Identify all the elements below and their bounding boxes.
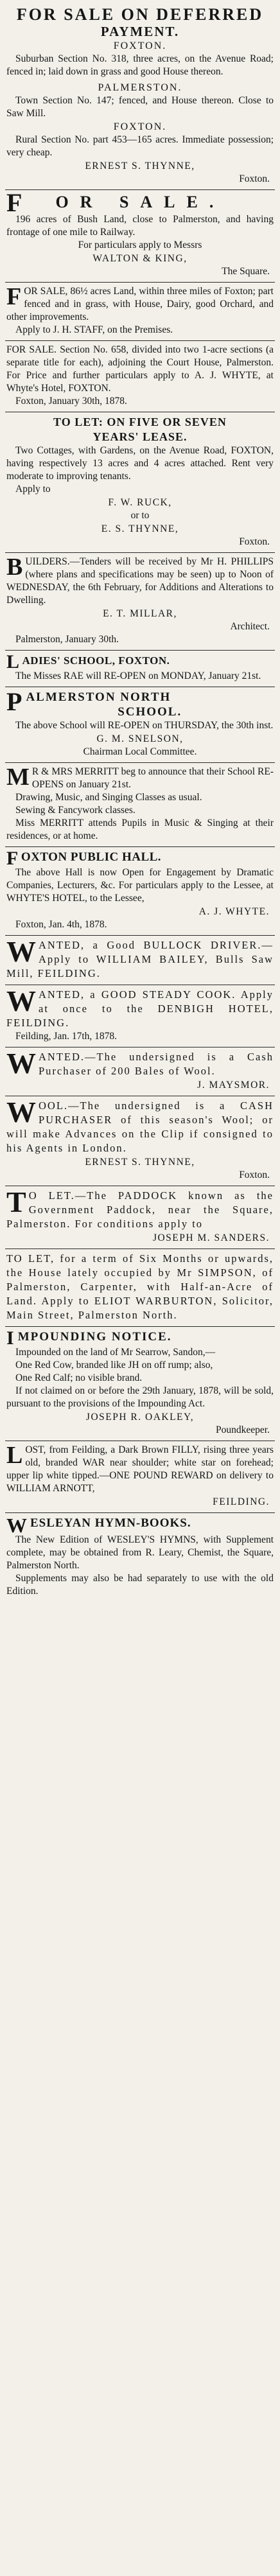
ad-headline: MPOUNDING NOTICE.	[17, 1330, 172, 1344]
place-heading: FOXTON.	[113, 40, 167, 51]
drop-cap: L	[6, 1442, 23, 1469]
ad-headline: OXTON PUBLIC HALL.	[21, 850, 162, 864]
ad-text: TO LET, for a term of Six Months or upwards, the House lately occupied by Mr SIMPSON, of Palmerston, Carpenter, with Half-an-Acre of Land. Apply to ELIOT WARBURTON, Solicitor, Main Street, Palmerston North.	[6, 1252, 274, 1321]
ad-builders-tenders	[5, 553, 275, 651]
ad-text: Two Cottages, with Gardens, on the Avenue Road, FOXTON, having respectively 13 acres and 4 acres attached. Rent very moderate to improving tenants.	[6, 445, 274, 482]
ad-text: Sewing & Fancywork classes.	[15, 805, 136, 816]
ad-headline: OR SALE.	[55, 193, 225, 211]
ad-house-to-let	[5, 1249, 275, 1327]
place-heading: PALMERSTON.	[98, 82, 182, 93]
ad-for-sale-bush-land	[5, 190, 275, 283]
ad-wanted-driver	[5, 936, 275, 985]
signature-place: The Square.	[222, 266, 270, 277]
drop-cap: M	[6, 764, 30, 791]
signature-name: JOSEPH R. OAKLEY,	[85, 1412, 195, 1423]
ad-text: OST, from Feilding, a Dark Brown FILLY, rising three years old, branded WAR near shoulder; white star on forehead; upper lip white tipped.—ONE POUND REWARD on delivery to WILLIAM ARNOTT,	[6, 1444, 274, 1494]
ad-text: For particulars apply to Messrs	[78, 240, 202, 250]
ad-section-658	[5, 341, 275, 412]
ad-headline: FOR SALE ON DEFERRED	[16, 5, 264, 24]
ad-text: UILDERS.—Tenders will be received by Mr H. PHILLIPS (where plans and specifications may be seen) up to Noon of WEDNESDAY, the 6th February, for Additions and Alterations to Dwelling.	[6, 556, 274, 606]
ad-headline: PAYMENT.	[100, 24, 180, 39]
ad-public-hall	[5, 847, 275, 936]
ad-text: ANTED.—The undersigned is a Cash Purchaser of 200 Bales of Wool.	[39, 1051, 274, 1077]
ad-text: Suburban Section No. 318, three acres, on the Avenue Road; fenced in; laid down in grass and good House thereon.	[6, 53, 274, 77]
drop-cap: F	[6, 188, 25, 217]
ad-text: OR SALE, 86½ acres Land, within three miles of Foxton; part fenced and in grass, with House, Dairy, good Orchard, and other improvements.	[6, 286, 274, 322]
signature-name: E. S. THYNNE,	[101, 523, 179, 534]
ad-date: Foxton, January 30th, 1878.	[15, 396, 127, 407]
ad-wanted-wool	[5, 1047, 275, 1096]
ad-date: Feilding, Jan. 17th, 1878.	[15, 1031, 118, 1042]
ad-headline: TO LET: ON FIVE OR SEVEN	[53, 416, 227, 428]
signature-role: Chairman Local Committee.	[83, 746, 197, 757]
ad-wool-cash-purchaser	[5, 1096, 275, 1186]
ad-text: Impounded on the land of Mr Searrow, Sandon,—	[15, 1347, 216, 1358]
drop-cap: W	[6, 935, 36, 968]
signature-place: Foxton.	[239, 1170, 270, 1180]
signature-role: Poundkeeper.	[216, 1424, 270, 1435]
ad-text: 196 acres of Bush Land, close to Palmerston, and having frontage of one mile to Railway.	[6, 214, 274, 238]
ad-wesleyan-hymn-books	[5, 1513, 275, 1602]
signature-name: A. J. WHYTE.	[198, 906, 270, 917]
ad-text: Miss MERRITT attends Pupils in Music & Singing at their residences, or at home.	[6, 818, 274, 841]
drop-cap: W	[6, 985, 36, 1017]
ad-text: If not claimed on or before the 29th January, 1878, will be sold, pursuant to the provisions of the Impounding Act.	[6, 1385, 274, 1409]
drop-cap: L	[6, 651, 20, 672]
ad-impounding-notice	[5, 1327, 275, 1441]
ad-wanted-cook	[5, 985, 275, 1047]
signature-place: Foxton.	[239, 173, 270, 184]
ad-text: Town Section No. 147; fenced, and House thereon. Close to Saw Mill.	[6, 95, 274, 119]
ad-headline: ADIES' SCHOOL, FOXTON.	[22, 654, 170, 667]
signature-name: ERNEST S. THYNNE,	[85, 161, 195, 171]
newspaper-column	[5, 0, 275, 1602]
ad-text: OOL.—The undersigned is a CASH PURCHASER of this season's Wool; or will make Advances on the Clip if consigned to his Agents in London.	[6, 1100, 274, 1154]
drop-cap: F	[6, 283, 22, 310]
signature-place: Foxton.	[239, 536, 270, 547]
drop-cap: W	[6, 1096, 36, 1128]
drop-cap: W	[6, 1047, 36, 1080]
signature-name: F. W. RUCK,	[108, 497, 172, 508]
ad-text: R & MRS MERRITT beg to announce that their School RE-OPENS on January 21st.	[31, 766, 274, 790]
ad-text: The Misses RAE will RE-OPEN on MONDAY, January 21st.	[15, 670, 261, 681]
ad-text: The above Hall is now Open for Engagement by Dramatic Companies, Lecturers, &c. For particulars apply to the Lessee, at WHYTE'S HOTEL, to the Lessee,	[6, 867, 274, 904]
ad-text: FOR SALE. Section No. 658, divided into two 1-acre sections (a separate title for each), adjoining the Court House, Palmerston. For Price and further particulars apply to A. J. WHYTE, at Whyte's Hotel, FOXTON.	[6, 344, 274, 394]
ad-ladies-school	[5, 651, 275, 687]
drop-cap: I	[6, 1327, 15, 1349]
ad-for-sale-86-acres	[5, 283, 275, 341]
drop-cap: B	[6, 554, 23, 581]
ad-lost-filly	[5, 1441, 275, 1513]
ad-date: Palmerston, January 30th.	[15, 634, 119, 645]
ad-text: O LET.—The PADDOCK known as the Government Paddock, near the Square, Palmerston. For conditions apply to	[6, 1189, 274, 1230]
ad-text: The above School will RE-OPEN on THURSDAY, the 30th inst.	[15, 720, 274, 731]
ad-headline: ESLEYAN HYMN-BOOKS.	[30, 1516, 191, 1530]
ad-merritt-school	[5, 763, 275, 847]
ad-text: ANTED, a Good BULLOCK DRIVER.—Apply to WILLIAM BAILEY, Bulls Saw Mill, FEILDING.	[6, 939, 274, 979]
drop-cap: F	[6, 848, 19, 869]
ad-paddock-to-let	[5, 1186, 275, 1249]
drop-cap: P	[6, 687, 24, 716]
place-heading: FOXTON.	[113, 121, 167, 132]
ad-palmerston-school	[5, 687, 275, 763]
ad-text: Drawing, Music, and Singing Classes as usual.	[15, 792, 202, 803]
ad-deferred-payment	[5, 3, 275, 190]
ad-text: Apply to J. H. STAFF, on the Premises.	[15, 324, 173, 335]
signature-name: WALTON & KING,	[92, 253, 188, 264]
ad-text: Rural Section No. part 453—165 acres. Immediate possession; very cheap.	[6, 134, 274, 158]
ad-headline: ALMERSTON NORTH	[26, 690, 171, 704]
signature-name: G. M. SNELSON,	[96, 733, 184, 744]
signature-name: E. T. MILLAR,	[103, 608, 177, 619]
ad-text: One Red Cow, branded like JH on off rump; also,	[15, 1360, 213, 1371]
ad-date: Foxton, Jan. 4th, 1878.	[15, 919, 107, 930]
ad-text: The New Edition of WESLEY'S HYMNS, with Supplement complete, may be obtained from R. Leary, Chemist, the Square, Palmerston North.	[6, 1534, 274, 1571]
signature-place: FEILDING.	[213, 1496, 270, 1507]
ad-text: or to	[130, 510, 150, 521]
signature-name: JOSEPH M. SANDERS.	[152, 1232, 270, 1243]
ad-text: ANTED, a GOOD STEADY COOK. Apply at once to the DENBIGH HOTEL, FEILDING.	[6, 988, 274, 1029]
drop-cap: W	[6, 1514, 28, 1537]
signature-name: J. MAYSMOR.	[197, 1080, 270, 1091]
ad-text: Supplements may also be had separately to use with the old Edition.	[6, 1573, 274, 1597]
ad-text: Apply to	[15, 484, 51, 495]
ad-text: One Red Calf; no visible brand.	[15, 1372, 143, 1383]
ad-to-let-five-years	[5, 412, 275, 553]
signature-name: ERNEST S. THYNNE,	[85, 1157, 195, 1168]
drop-cap: T	[6, 1186, 26, 1218]
ad-headline: SCHOOL.	[118, 705, 182, 719]
signature-role: Architect.	[230, 621, 270, 632]
ad-headline: YEARS' LEASE.	[92, 430, 188, 443]
